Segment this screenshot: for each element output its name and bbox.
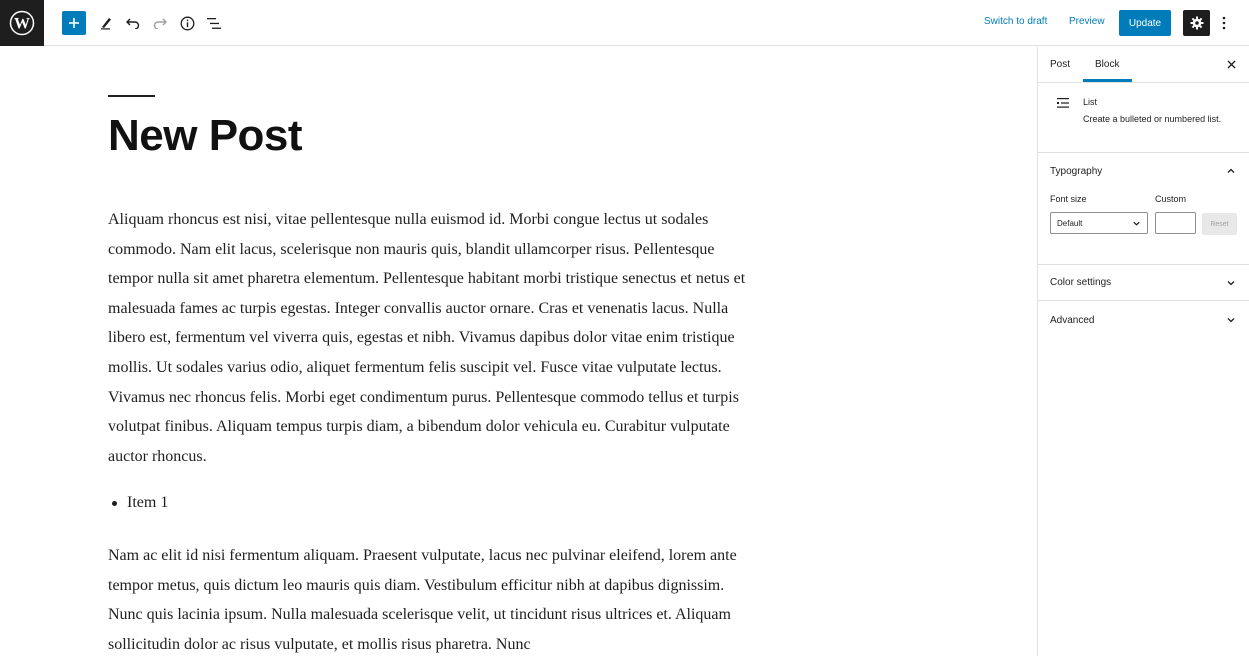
custom-font-size-input[interactable]	[1155, 212, 1196, 234]
chevron-down-icon	[1226, 278, 1236, 288]
update-button[interactable]: Update	[1119, 10, 1171, 36]
paragraph-block[interactable]: Aliquam rhoncus est nisi, vitae pellentesque nulla euismod id. Morbi congue lectus ut sodales commodo. Nam elit lacus, scelerisque non mauris quis, blandit ullamcorper risus. Pellentesque tempor nulla sit amet pharetra elementum. Pellentesque habitant morbi tristique senectus et netus et malesuada fames ac turpis egestas. Integer convallis auctor ornare. Cras et venenatis lacus. Nulla libero est, fermentum vel viverra quis, egestas et nibh. Vivamus dapibus dolor vitae enim tristique mollis. Ut sodales varius odio, aliquet fermentum felis suscipit vel. Fusce vitae vulputate lectus. Vivamus nec rhoncus felis. Morbi eget condimentum purus. Pellentesque commodo tellus et turpis volutpat finibus. Aliquam tempus turpis diam, a bibendum dolor vehicula eu. Curabitur vulputate auctor rhoncus.	[108, 211, 746, 465]
redo-icon	[153, 17, 167, 29]
more-vertical-icon	[1222, 16, 1226, 30]
post-title[interactable]: New Post	[108, 111, 303, 160]
bullet-icon	[112, 501, 117, 506]
block-card	[1038, 83, 1249, 153]
typography-panel	[1038, 189, 1249, 265]
reset-button[interactable]: Reset	[1202, 213, 1237, 235]
close-icon	[1227, 60, 1236, 69]
settings-button[interactable]	[1183, 10, 1210, 36]
wordpress-icon	[9, 10, 35, 36]
chevron-down-icon	[1226, 315, 1236, 325]
more-options-button[interactable]	[1216, 14, 1232, 32]
font-size-select[interactable]	[1050, 212, 1148, 234]
list-block[interactable]	[112, 494, 168, 512]
pen-icon	[99, 16, 113, 30]
editor-canvas	[0, 47, 1037, 656]
list-view-button[interactable]	[202, 11, 226, 35]
details-button[interactable]	[175, 11, 199, 35]
gear-icon	[1190, 16, 1204, 30]
active-tab-indicator	[1083, 79, 1132, 82]
sidebar-tabs	[1038, 47, 1249, 83]
switch-to-draft-button[interactable]: Switch to draft	[984, 16, 1048, 27]
title-separator	[108, 95, 155, 97]
preview-button[interactable]: Preview	[1069, 16, 1105, 27]
list-block-icon	[1055, 95, 1071, 111]
font-size-label: Font size	[1050, 194, 1087, 204]
list-view-icon	[207, 17, 222, 30]
tab-post[interactable]: Post	[1050, 59, 1071, 70]
custom-size-label: Custom	[1155, 194, 1187, 204]
wordpress-logo[interactable]	[0, 0, 44, 46]
redo-button[interactable]	[148, 11, 172, 35]
typography-heading: Typography	[1050, 165, 1103, 177]
advanced-panel-toggle[interactable]	[1038, 302, 1249, 338]
svg-text:W: W	[14, 15, 30, 33]
close-sidebar-button[interactable]	[1224, 57, 1238, 71]
info-icon	[180, 16, 195, 31]
color-settings-heading: Color settings	[1050, 277, 1112, 288]
color-settings-panel-toggle[interactable]	[1038, 265, 1249, 301]
plus-icon	[68, 17, 80, 29]
tab-block[interactable]: Block	[1095, 59, 1120, 70]
paragraph-block[interactable]: Nam ac elit id nisi fermentum aliquam. Praesent vulputate, lacus nec pulvinar eleifend, lorem ante tempor metus, quis dictum leo mauris quis diam. Vestibulum efficitur nibh at dapibus dignissim. Nunc quis lacinia ipsum. Nulla malesuada scelerisque velit, ut tincidunt risus ultrices et. Aliquam sollicitudin dolor ac risus vulputate, et mollis risus pharetra. Nunc	[108, 547, 737, 653]
undo-button[interactable]	[121, 11, 145, 35]
settings-sidebar	[1037, 47, 1249, 656]
chevron-down-icon	[1132, 219, 1141, 228]
block-card-title: List	[1083, 97, 1098, 107]
undo-icon	[126, 17, 140, 29]
chevron-up-icon	[1226, 166, 1236, 176]
typography-panel-toggle[interactable]	[1038, 153, 1249, 189]
block-card-description: Create a bulleted or numbered list.	[1083, 114, 1222, 124]
add-block-button[interactable]	[62, 11, 86, 35]
advanced-heading: Advanced	[1050, 314, 1095, 326]
tools-button[interactable]	[94, 11, 118, 35]
list-item[interactable]: Item 1	[127, 494, 169, 511]
editor-header	[0, 0, 1249, 46]
font-size-value: Default	[1057, 218, 1083, 228]
